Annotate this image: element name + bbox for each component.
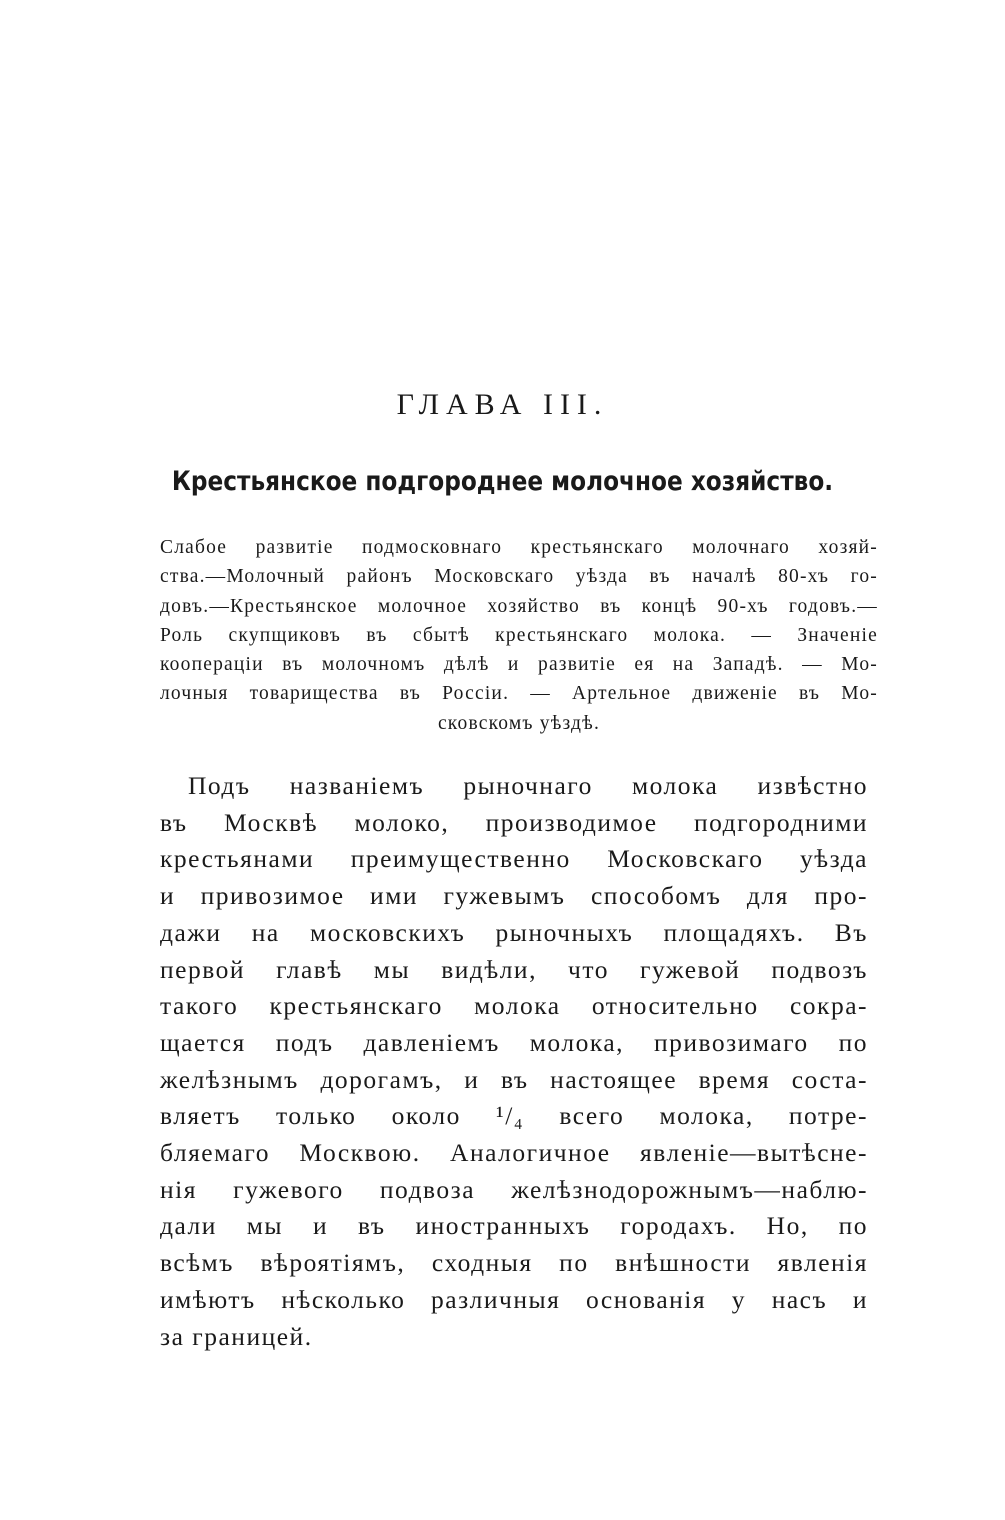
summary-line: ства.—Молочный районъ Московскаго уѣзда въ началѣ 80-хъ го- [160, 566, 878, 588]
body-line: за границей. [160, 1321, 313, 1351]
chapter-summary [160, 533, 878, 738]
body-line: вляетъ только около ¹/₄ всего молока, потре- [160, 1101, 868, 1131]
summary-line: довъ.—Крестьянское молочное хозяйство въ концѣ 90-хъ годовъ.— [160, 595, 878, 617]
body-paragraph [160, 768, 868, 1355]
summary-line: лочныя товарищества въ Россіи. — Артельное движеніе въ Мо- [160, 683, 878, 705]
summary-line: Роль скупщиковъ въ сбытѣ крестьянскаго молока. — Значеніе [160, 624, 878, 646]
body-line: нія гужевого подвоза желѣзнодорожнымъ—наблю- [160, 1174, 868, 1204]
summary-line: сковскомъ уѣздѣ. [437, 712, 601, 734]
body-line: всѣмъ вѣроятіямъ, сходныя по внѣшности явленія [160, 1248, 868, 1278]
body-line: щается подъ давленіемъ молока, привозимаго по [160, 1027, 868, 1057]
body-line: бляемаго Москвою. Аналогичное явленіе—вытѣсне- [160, 1138, 868, 1168]
body-line: такого крестьянскаго молока относительно сокра- [160, 991, 868, 1021]
body-line: Подъ названіемъ рыночнаго молока извѣстно [188, 771, 868, 800]
summary-line: Слабое развитіе подмосковнаго крестьянскаго молочнаго хозяй- [160, 537, 878, 558]
body-line: въ Москвѣ молоко, производимое подгородними [160, 807, 868, 837]
chapter-title: Крестьянское подгороднее молочное хозяйство. [171, 466, 834, 497]
body-line: первой главѣ мы видѣли, что гужевой подвозъ [160, 954, 868, 984]
body-line: и привозимое ими гужевымъ способомъ для про- [160, 881, 868, 911]
body-line: крестьянами преимущественно Московскаго уѣзда [160, 844, 868, 874]
chapter-heading: ГЛАВА III. [396, 388, 609, 421]
body-line: имѣютъ нѣсколько различныя основанія у насъ и [160, 1284, 868, 1314]
body-line: дали мы и въ иностранныхъ городахъ. Но, по [160, 1211, 868, 1241]
summary-line: коопераціи въ молочномъ дѣлѣ и развитіе ея на Западѣ. — Мо- [160, 654, 878, 676]
body-line: дажи на московскихъ рыночныхъ площадяхъ. Въ [160, 917, 868, 947]
body-line: желѣзнымъ дорогамъ, и въ настоящее время соста- [160, 1064, 868, 1094]
